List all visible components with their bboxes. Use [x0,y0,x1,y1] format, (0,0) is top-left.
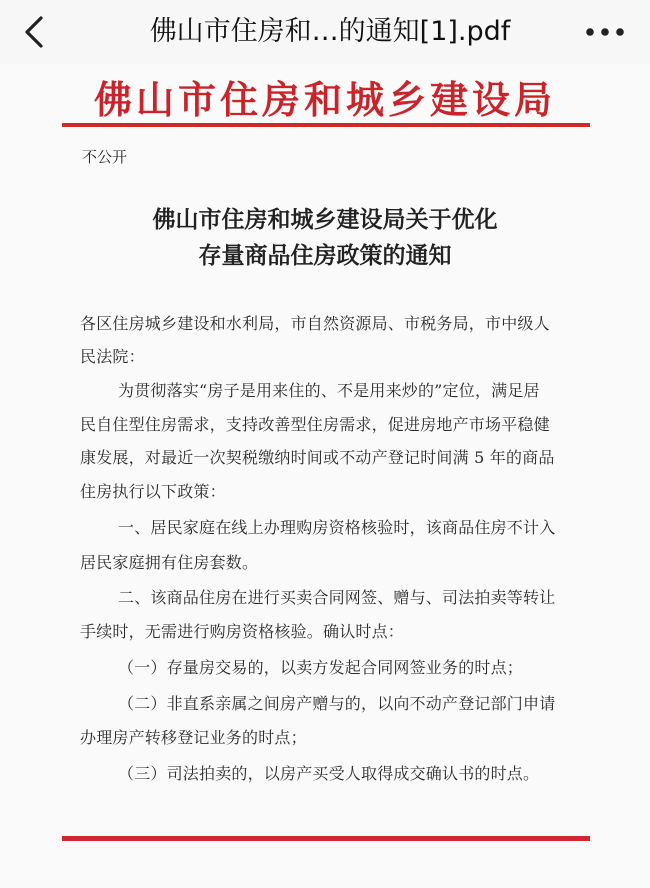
body-line: 二、该商品住房在进行买卖合同网签、赠与、司法拍卖等转让 [118,588,556,607]
chevron-left-icon [21,15,47,49]
body-line: 一、居民家庭在线上办理购房资格核验时，该商品住房不计入 [118,518,556,537]
back-button[interactable] [14,12,54,52]
body-line: 各区住房城乡建设和水利局，市自然资源局、市税务局，市中级人 [80,314,550,333]
body-line: 手续时，无需进行购房资格核验。确认时点： [80,622,405,641]
body-line: 住房执行以下政策： [80,482,226,501]
classification-label: 不公开 [82,148,128,166]
body-line: 为贯彻落实“房子是用来住的、不是用来炒的”定位，满足居 [118,381,540,400]
body-line: 办理房产转移登记业务的时点； [80,728,307,747]
document-title-line-2: 存量商品住房政策的通知 [198,242,452,269]
body-line: 居民家庭拥有住房套数。 [80,553,259,572]
file-title: 佛山市住房和…的通知[1].pdf [149,16,511,47]
body-line: 康发展，对最近一次契税缴纳时间或不动产登记时间满 5 年的商品 [80,448,555,467]
body-line: （三）司法拍卖的，以房产买受人取得成交确认书的时点。 [118,764,540,783]
pdf-page[interactable] [0,64,650,888]
letterhead-divider [62,123,590,127]
more-options-button[interactable] [580,12,630,52]
body-line: 民法院： [80,347,145,366]
top-toolbar [0,0,650,64]
body-line: （一）存量房交易的，以卖方发起合同网签业务的时点； [118,658,524,677]
more-horizontal-icon [585,26,625,38]
letterhead: 佛山市住房和城乡建设局 [93,77,556,122]
body-line: （二）非直系亲属之间房产赠与的，以向不动产登记部门申请 [118,694,556,713]
body-line: 民自住型住房需求，支持改善型住房需求，促进房地产市场平稳健 [80,415,550,434]
footer-divider [62,836,590,841]
document-title-line-1: 佛山市住房和城乡建设局关于优化 [152,206,498,233]
